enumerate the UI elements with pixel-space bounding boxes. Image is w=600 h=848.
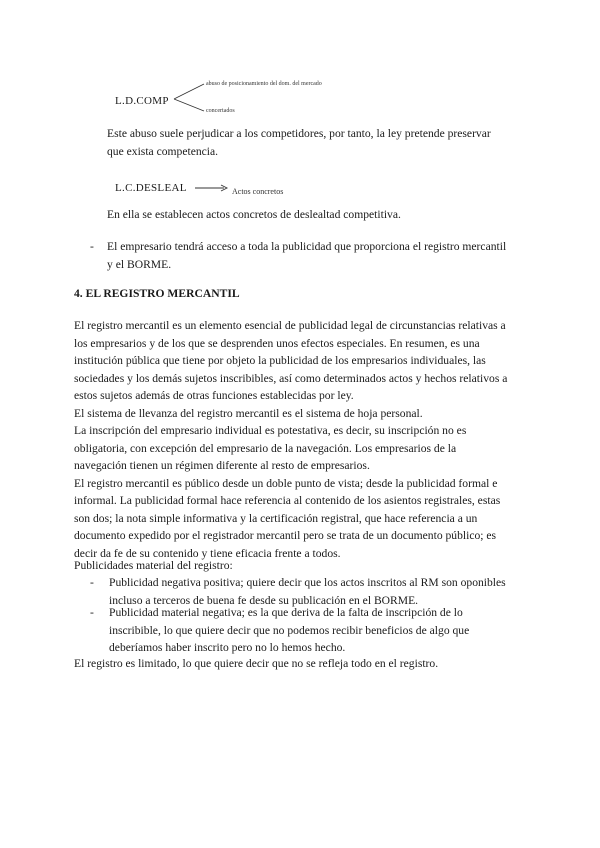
branch-lines [170,80,210,116]
text-line: deberíamos haber inscrito pero no lo hemos hecho. [109,641,346,654]
branch-top-text: abuso de posicionamiento del dom. del mercado [206,81,322,87]
pub-title: Publicidades material del registro: [74,559,233,572]
text-line: El sistema de llevanza del registro mercantil es el sistema de hoja personal. [74,406,423,420]
text-line: informal. La publicidad formal hace referencia al contenido de los asientos registrales, estas [74,494,501,507]
text-line: estos sujetos además de otras funciones establecidas por ley. [74,389,354,402]
bullet-dash: - [90,576,94,589]
ldcomp-label: L.D.COMP [115,95,169,107]
body-registro [74,317,507,562]
actos-concretos-text: Actos concretos [232,187,284,196]
text-line: El empresario tendrá acceso a toda la publicidad que proporciona el registro mercantil [107,240,507,253]
bullet-dash: - [90,240,94,253]
text-line: Publicidad negativa positiva; quiere decir que los actos inscritos al RM son oponibles [109,576,506,589]
text-line: La inscripción del empresario individual es potestativa, es decir, su inscripción no es [74,424,467,437]
text-line: decir da fe de su contenido y tiene eficacia frente a todos. [74,546,341,560]
branch-upper-line [174,84,204,99]
paragraph-desleal: En ella se establecen actos concretos de deslealtad competitiva. [107,208,401,221]
text-line: Este abuso suele perjudicar a los competidores, por tanto, la ley pretende preservar [107,127,491,140]
text-line: Publicidad material negativa; es la que deriva de la falta de inscripción de lo [109,606,463,619]
text-line: son dos; la nota simple informativa y la certificación registral, que hace referencia a un [74,511,478,525]
text-line: institución pública que tiene por objeto la publicidad de los empresarios individuales, las [74,354,486,367]
text-line: obligatoria, con excepción del empresario de la navegación. Los empresarios de la [74,441,457,455]
text-line: documento expedido por el registrador mercantil pero se trata de un documento público; es [74,529,497,542]
paragraph-abuse [107,125,491,160]
text-line: incluso a terceros de buena fe desde su publicación en el BORME. [109,593,419,607]
text-line: sociedades y los demás sujetos inscribibles, así como determinados actos y hechos relativos a [74,371,508,385]
text-line: El registro mercantil es público desde un doble punto de vista; desde la publicidad formal e [74,476,498,490]
text-line: navegación tienen un régimen diferente al resto de empresarios. [74,459,370,472]
text-line: inscribible, lo que quiere decir que no podemos recibir beneficios de algo que [109,623,470,637]
bullet-dash: - [90,606,94,619]
text-line: que exista competencia. [107,144,219,158]
closing-line: El registro es limitado, lo que quiere decir que no se refleja todo en el registro. [74,657,439,670]
lcdesleal-label: L.C.DESLEAL [115,182,187,194]
section-heading: 4. EL REGISTRO MERCANTIL [74,287,240,300]
bullet-publicidad [107,238,506,273]
text-line: los empresarios y de los que se desprenden unos efectos especiales. En resumen, es una [74,336,480,350]
arrow-right-icon [194,182,230,194]
branch-lower-line [174,99,204,111]
pub-item-negative [109,604,469,657]
text-line: El registro mercantil es un elemento esencial de publicidad legal de circunstancias relativas a [74,319,506,332]
text-line: y el BORME. [107,257,172,271]
branch-bottom-text: concertados [206,108,235,114]
